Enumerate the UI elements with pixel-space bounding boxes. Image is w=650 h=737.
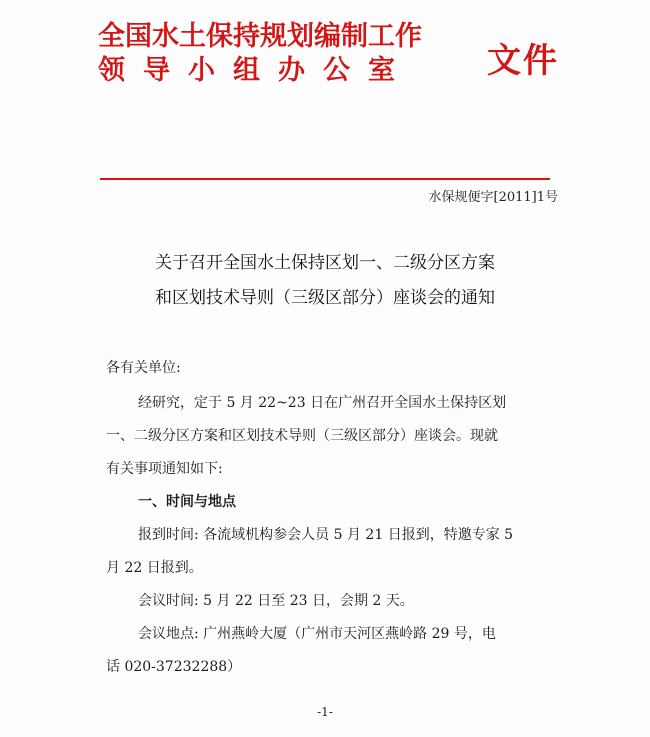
salutation: 各有关单位: [106, 360, 181, 376]
paragraph-line: 一、二级分区方案和区划技术导则（三级区部分）座谈会。现就 [106, 428, 498, 444]
venue-line1: 会议地点: 广州燕岭大厦（广州市天河区燕岭路 29 号，电 [138, 626, 496, 642]
notice-title-line1: 关于召开全国水土保持区划一、二级分区方案 [155, 253, 495, 273]
notice-title-line2: 和区划技术导则（三级区部分）座谈会的通知 [155, 288, 495, 308]
document-type-label: 文件 [487, 41, 559, 81]
red-divider-line [100, 178, 550, 180]
section-heading: 一、时间与地点 [138, 494, 236, 510]
organization-name-line1: 全国水土保持规划编制工作 [98, 21, 422, 52]
document-number: 水保规便字[2011]1号 [428, 190, 558, 205]
issuing-organization [98, 20, 468, 88]
venue-line2: 话 020-37232288） [106, 659, 242, 675]
meeting-time: 会议时间: 5 月 22 日至 23 日，会期 2 天。 [138, 593, 414, 609]
paragraph-line: 经研究，定于 5 月 22~23 日在广州召开全国水土保持区划 [138, 395, 507, 411]
organization-name-line2: 领导小组办公室 [98, 55, 413, 86]
page-number: -1- [317, 705, 333, 719]
checkin-time-line2: 月 22 日报到。 [106, 560, 203, 576]
checkin-time-line1: 报到时间: 各流域机构参会人员 5 月 21 日报到，特邀专家 5 [138, 527, 514, 543]
paragraph-line: 有关事项通知如下: [106, 461, 223, 477]
